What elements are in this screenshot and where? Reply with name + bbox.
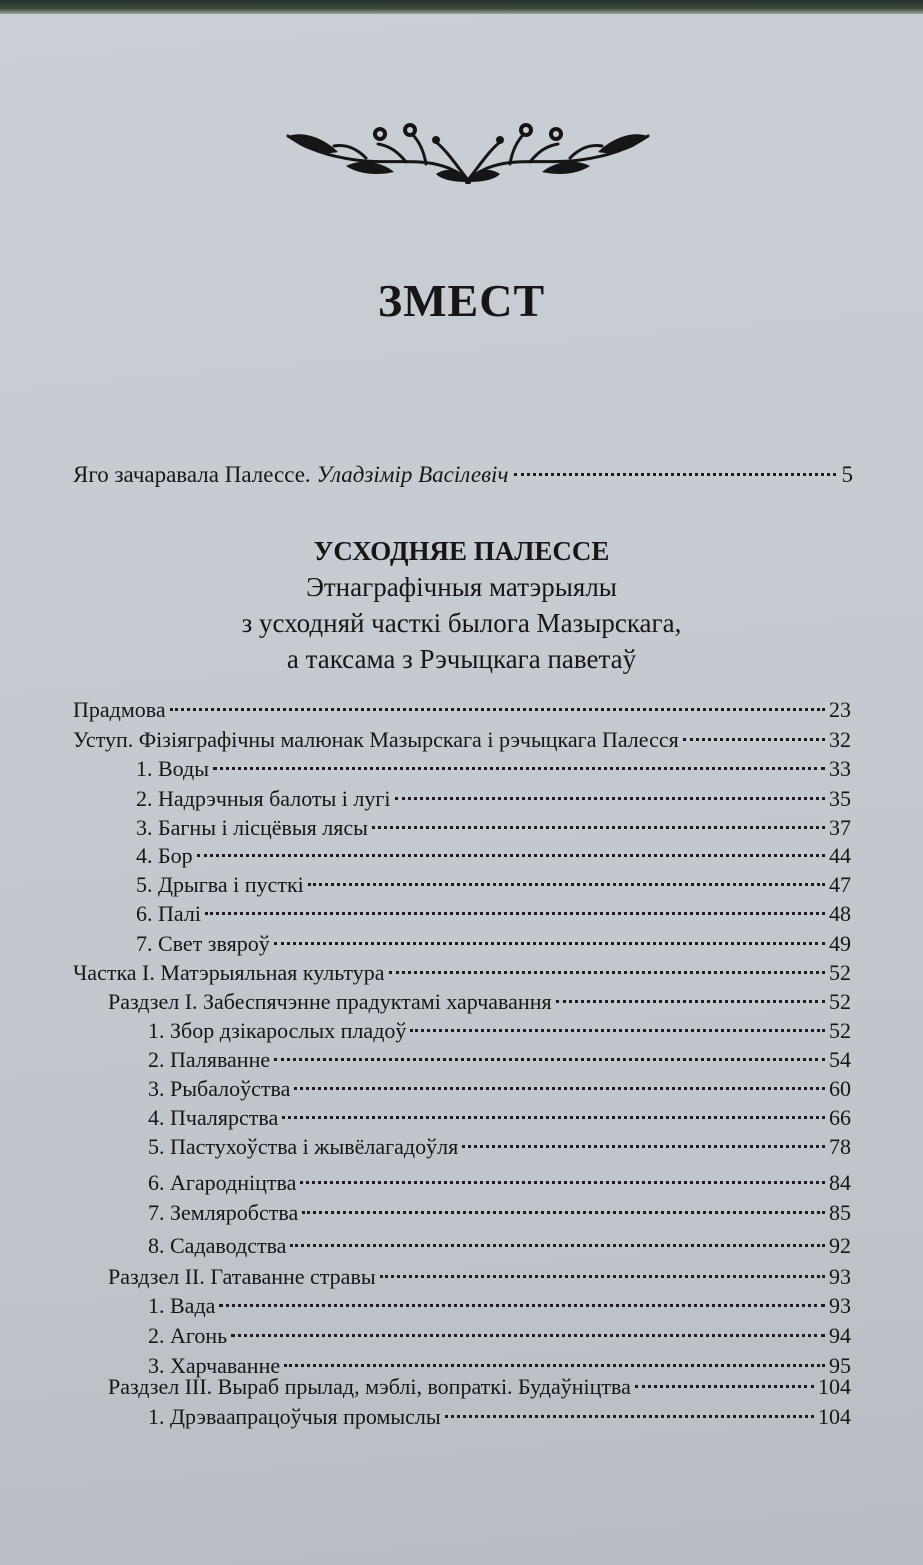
toc-entry-page-number: 93 <box>829 1293 851 1318</box>
leader-dots <box>683 738 825 741</box>
leader-dots <box>170 708 825 711</box>
toc-entry-label: 8. Садаводства <box>148 1233 287 1258</box>
toc-entry-page-number: 32 <box>829 727 851 752</box>
toc-entry-label: 7. Свет звяроў <box>136 931 270 956</box>
section-subtitle-line: а таксама з Рэчыцкага паветаў <box>286 644 637 674</box>
toc-entry-label: Раздзел I. Забеспячэнне прадуктамі харчавання <box>108 989 552 1014</box>
toc-entry <box>148 1233 851 1261</box>
intro-author: Уладзімір Васілевіч <box>316 462 509 487</box>
toc-entry-page-number: 85 <box>829 1200 851 1225</box>
toc-entry <box>136 815 851 843</box>
toc-entry-page-number: 104 <box>818 1374 851 1399</box>
toc-entry-label: 3. Багны і лісцёвыя лясы <box>136 815 368 840</box>
intro-page-number: 5 <box>841 462 853 487</box>
toc-entry-label: Уступ. Фізіяграфічны малюнак Мазырскага і рэчыцкага Палесся <box>73 727 679 752</box>
toc-entry <box>73 697 851 725</box>
toc-entry-page-number: 44 <box>829 843 851 868</box>
toc-entry-label: 4. Бор <box>136 843 193 868</box>
page-title: ЗМЕСТ <box>377 275 546 326</box>
leader-dots <box>635 1385 814 1388</box>
leader-dots <box>274 1058 825 1061</box>
toc-entry <box>148 1404 851 1432</box>
toc-entry-page-number: 78 <box>829 1134 851 1159</box>
toc-entry-page-number: 48 <box>829 901 851 926</box>
leader-dots <box>205 912 825 915</box>
toc-entry-page-number: 66 <box>829 1105 851 1130</box>
toc-entry <box>148 1076 851 1104</box>
toc-entry-page-number: 33 <box>829 756 851 781</box>
toc-entry-page-number: 52 <box>829 1018 851 1043</box>
toc-entry-page-number: 49 <box>829 931 851 956</box>
toc-entry-page-number: 52 <box>829 960 851 985</box>
toc-entry-label: 3. Рыбалоўства <box>148 1076 291 1101</box>
leader-dots <box>294 1087 825 1090</box>
toc-entry <box>148 1293 851 1321</box>
toc-entry-label: 6. Палі <box>136 901 201 926</box>
toc-entry-page-number: 95 <box>829 1353 851 1378</box>
leader-dots <box>213 767 825 770</box>
toc-entry-page-number: 52 <box>829 989 851 1014</box>
leader-dots <box>372 826 825 829</box>
toc-entry-page-number: 93 <box>829 1264 851 1289</box>
toc-entry-label: 7. Земляробства <box>148 1200 299 1225</box>
toc-entry-label: 4. Пчалярства <box>148 1105 279 1130</box>
toc-entry <box>148 1323 851 1351</box>
leader-dots <box>284 1364 825 1367</box>
toc-entry <box>136 901 851 929</box>
leader-dots <box>290 1244 825 1247</box>
section-subtitle-line: Этнаграфічныя матэрыялы <box>306 572 617 602</box>
toc-entry-label: Частка I. Матэрыяльная культура <box>73 960 385 985</box>
toc-entry-label: 2. Паляванне <box>148 1047 271 1072</box>
toc-entry-page-number: 35 <box>829 786 851 811</box>
toc-entry <box>148 1170 851 1198</box>
leader-dots <box>219 1304 825 1307</box>
toc-entry <box>148 1018 851 1046</box>
toc-entry-label: 3. Харчаванне <box>148 1353 281 1378</box>
toc-entry <box>148 1105 851 1133</box>
toc-entry-label: 5. Дрыгва і пусткі <box>136 872 304 897</box>
toc-entry <box>136 931 851 959</box>
section-heading: УСХОДНЯЕ ПАЛЕССЕ <box>313 536 610 566</box>
toc-entry-page-number: 84 <box>829 1170 851 1195</box>
toc-entry-page-number: 47 <box>829 872 851 897</box>
leader-dots <box>556 1000 825 1003</box>
leader-dots <box>231 1334 825 1337</box>
toc-entry-page-number: 92 <box>829 1233 851 1258</box>
toc-entry <box>148 1134 851 1162</box>
toc-entry-label: 1. Збор дзікарослых пладоў <box>148 1018 407 1043</box>
leader-dots <box>445 1415 814 1418</box>
toc-entry <box>108 989 851 1017</box>
toc-entry <box>148 1200 851 1228</box>
toc-entry-label: 2. Надрэчныя балоты і лугі <box>136 786 391 811</box>
leader-dots <box>380 1275 825 1278</box>
section-subtitle-line: з усходняй часткі былога Мазырскага, <box>241 608 682 638</box>
toc-entry-page-number: 54 <box>829 1047 851 1072</box>
toc-entry-label: Прадмова <box>73 697 166 722</box>
toc-entry-label: Раздзел III. Выраб прылад, мэблі, вопраткі. Будаўніцтва <box>108 1374 631 1399</box>
leader-dots <box>410 1029 825 1032</box>
toc-entry-label: 5. Пастухоўства і жывёлагадоўля <box>148 1134 459 1159</box>
toc-entry-label: 6. Агародніцтва <box>148 1170 297 1195</box>
toc-entry-label: 2. Агонь <box>148 1323 228 1348</box>
toc-entry-page-number: 94 <box>829 1323 851 1348</box>
toc-entry-page-number: 37 <box>829 815 851 840</box>
toc-entry <box>73 960 851 988</box>
leader-dots <box>197 854 825 857</box>
toc-entry <box>148 1047 851 1075</box>
toc-entry <box>136 843 851 871</box>
toc-entry-label: 1. Дрэваапрацоўчыя промыслы <box>148 1404 441 1429</box>
toc-entry-page-number: 104 <box>818 1404 851 1429</box>
intro-label: Яго зачаравала Палессе. <box>73 462 311 487</box>
leader-dots <box>389 971 826 974</box>
toc-entry <box>73 727 851 755</box>
toc-entry-page-number: 60 <box>829 1076 851 1101</box>
toc-entry <box>136 756 851 784</box>
toc-entry-label: 1. Воды <box>136 756 210 781</box>
toc-entry <box>136 872 851 900</box>
toc-entry-label: Раздзел II. Гатаванне стравы <box>108 1264 376 1289</box>
leader-dots <box>302 1211 825 1214</box>
leader-dots <box>462 1145 825 1148</box>
toc-entry <box>108 1264 851 1292</box>
toc-entry <box>108 1374 851 1402</box>
toc-entry-page-number: 23 <box>829 697 851 722</box>
toc-entry <box>136 786 851 814</box>
leader-dots <box>300 1181 825 1184</box>
leader-dots <box>282 1116 825 1119</box>
leader-dots <box>308 883 825 886</box>
toc-entry-label: 1. Вада <box>148 1293 216 1318</box>
leader-dots <box>395 797 825 800</box>
leader-dots <box>274 942 825 945</box>
